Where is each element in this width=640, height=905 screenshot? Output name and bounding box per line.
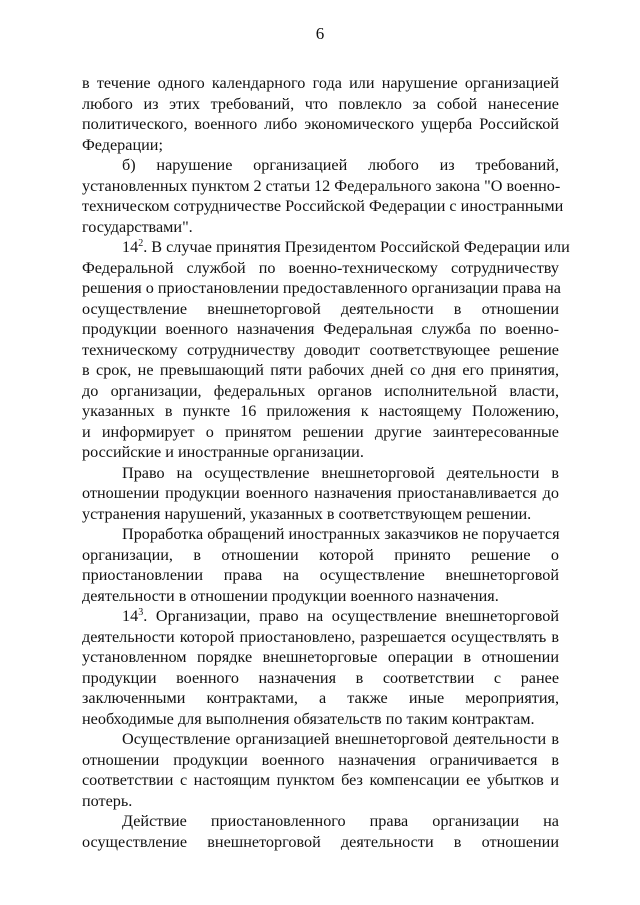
text-line bbox=[82, 524, 559, 545]
line-text: установленных пунктом 2 статьи 12 Федерального закона "О военно- bbox=[82, 176, 561, 195]
line-text: . В случае принятия Президентом Российской Федерации или bbox=[143, 238, 570, 256]
page-number: 6 bbox=[315, 24, 325, 43]
line-text: Право на осуществление внешнеторговой деятельности в bbox=[122, 463, 559, 482]
line-text: установленном порядке внешнеторговые операции в отношении bbox=[82, 648, 559, 666]
line-text: Действие приостановленного права организации на bbox=[122, 812, 559, 830]
text-line bbox=[82, 381, 559, 402]
clause-superscript: 2 bbox=[138, 238, 144, 249]
text-line bbox=[82, 258, 559, 279]
text-line bbox=[82, 565, 559, 586]
line-text: техническому сотрудничеству доводит соответствующее решение bbox=[82, 340, 559, 359]
line-text: и информирует о принятом решении другие заинтересованные bbox=[82, 422, 559, 441]
text-line bbox=[82, 729, 559, 750]
text-line bbox=[82, 155, 559, 176]
line-text: потерь. bbox=[82, 791, 133, 810]
text-line bbox=[82, 545, 559, 566]
line-text: . Организации, право на осуществление внешнеторговой bbox=[143, 607, 559, 625]
text-line bbox=[82, 196, 564, 217]
line-text: техническом сотрудничестве Российской Федерации с иностранными bbox=[82, 197, 564, 215]
line-text: продукции военного назначения Федеральная служба по военно- bbox=[82, 320, 559, 338]
line-text: в срок, не превышающий пяти рабочих дней со дня его принятия, bbox=[82, 361, 559, 379]
text-line bbox=[82, 278, 559, 299]
text-line bbox=[82, 401, 559, 422]
text-line bbox=[82, 176, 559, 197]
clause-number: 14 bbox=[122, 238, 139, 256]
line-text: указанных в пункте 16 приложения к настоящему Положению, bbox=[82, 402, 559, 420]
text-line bbox=[82, 237, 570, 258]
text-line bbox=[82, 442, 559, 463]
line-text: заключенными контрактами, а также иные мероприятия, bbox=[82, 689, 559, 707]
line-text: в течение одного календарного года или нарушение организацией bbox=[82, 74, 559, 92]
line-text: любого из этих требований, что повлекло за собой нанесение bbox=[82, 94, 559, 113]
text-line bbox=[82, 422, 559, 443]
line-text: б) нарушение организацией любого из требований, bbox=[122, 156, 559, 174]
line-text: соответствии с настоящим пунктом без компенсации ее убытков и bbox=[82, 771, 559, 789]
text-line bbox=[82, 811, 559, 832]
line-text: деятельности которой приостановлено, разрешается осуществлять в bbox=[82, 627, 559, 646]
text-line bbox=[82, 217, 559, 238]
text-line bbox=[82, 483, 559, 504]
text-line bbox=[82, 606, 559, 627]
text-line bbox=[82, 709, 559, 730]
line-text: продукции военного назначения в соответствии с ранее bbox=[82, 668, 559, 687]
text-line bbox=[82, 586, 559, 607]
text-line bbox=[82, 750, 559, 771]
text-line bbox=[82, 94, 559, 115]
line-text: Федеральной службой по военно-техническому сотрудничеству bbox=[82, 258, 559, 277]
text-line bbox=[82, 340, 559, 361]
line-text: отношении продукции военного назначения ограничивается в bbox=[82, 750, 559, 769]
text-line bbox=[82, 463, 559, 484]
line-text: до организации, федеральных органов исполнительной власти, bbox=[82, 381, 559, 400]
line-text: Проработка обращений иностранных заказчиков не поручается bbox=[122, 525, 560, 543]
clause-number: 14 bbox=[122, 607, 139, 625]
text-line bbox=[82, 647, 559, 668]
text-line bbox=[82, 504, 559, 525]
line-text: российские и иностранные организации. bbox=[82, 443, 364, 461]
line-text: государствами". bbox=[82, 217, 193, 236]
line-text: Федерации; bbox=[82, 135, 163, 154]
text-line bbox=[82, 832, 559, 853]
text-line bbox=[82, 135, 559, 156]
text-line bbox=[82, 360, 559, 381]
text-line bbox=[82, 114, 559, 135]
line-text: организации, в отношении которой принято решение о bbox=[82, 545, 559, 564]
text-line bbox=[82, 627, 559, 648]
line-text: осуществление внешнеторговой деятельности в отношении bbox=[82, 299, 559, 318]
text-line bbox=[82, 668, 559, 689]
text-line bbox=[82, 319, 559, 340]
line-text: устранения нарушений, указанных в соответствующем решении. bbox=[82, 504, 532, 523]
document-text bbox=[82, 73, 570, 852]
text-line bbox=[82, 791, 559, 812]
line-text: политического, военного либо экономического ущерба Российской bbox=[82, 115, 559, 133]
text-line bbox=[82, 688, 559, 709]
line-text: решения о приостановлении предоставленного организации права на bbox=[82, 279, 561, 297]
line-text: необходимые для выполнения обязательств по таким контрактам. bbox=[82, 709, 535, 728]
text-line bbox=[82, 770, 559, 791]
line-text: отношении продукции военного назначения приостанавливается до bbox=[82, 484, 559, 502]
clause-superscript: 3 bbox=[138, 607, 144, 618]
line-text: осуществление внешнеторговой деятельности в отношении bbox=[82, 832, 559, 851]
text-line bbox=[82, 73, 559, 94]
line-text: приостановлении права на осуществление внешнеторговой bbox=[82, 566, 559, 584]
line-text: деятельности в отношении продукции военного назначения. bbox=[82, 586, 499, 605]
line-text: Осуществление организацией внешнеторговой деятельности в bbox=[122, 730, 559, 748]
text-line bbox=[82, 299, 559, 320]
